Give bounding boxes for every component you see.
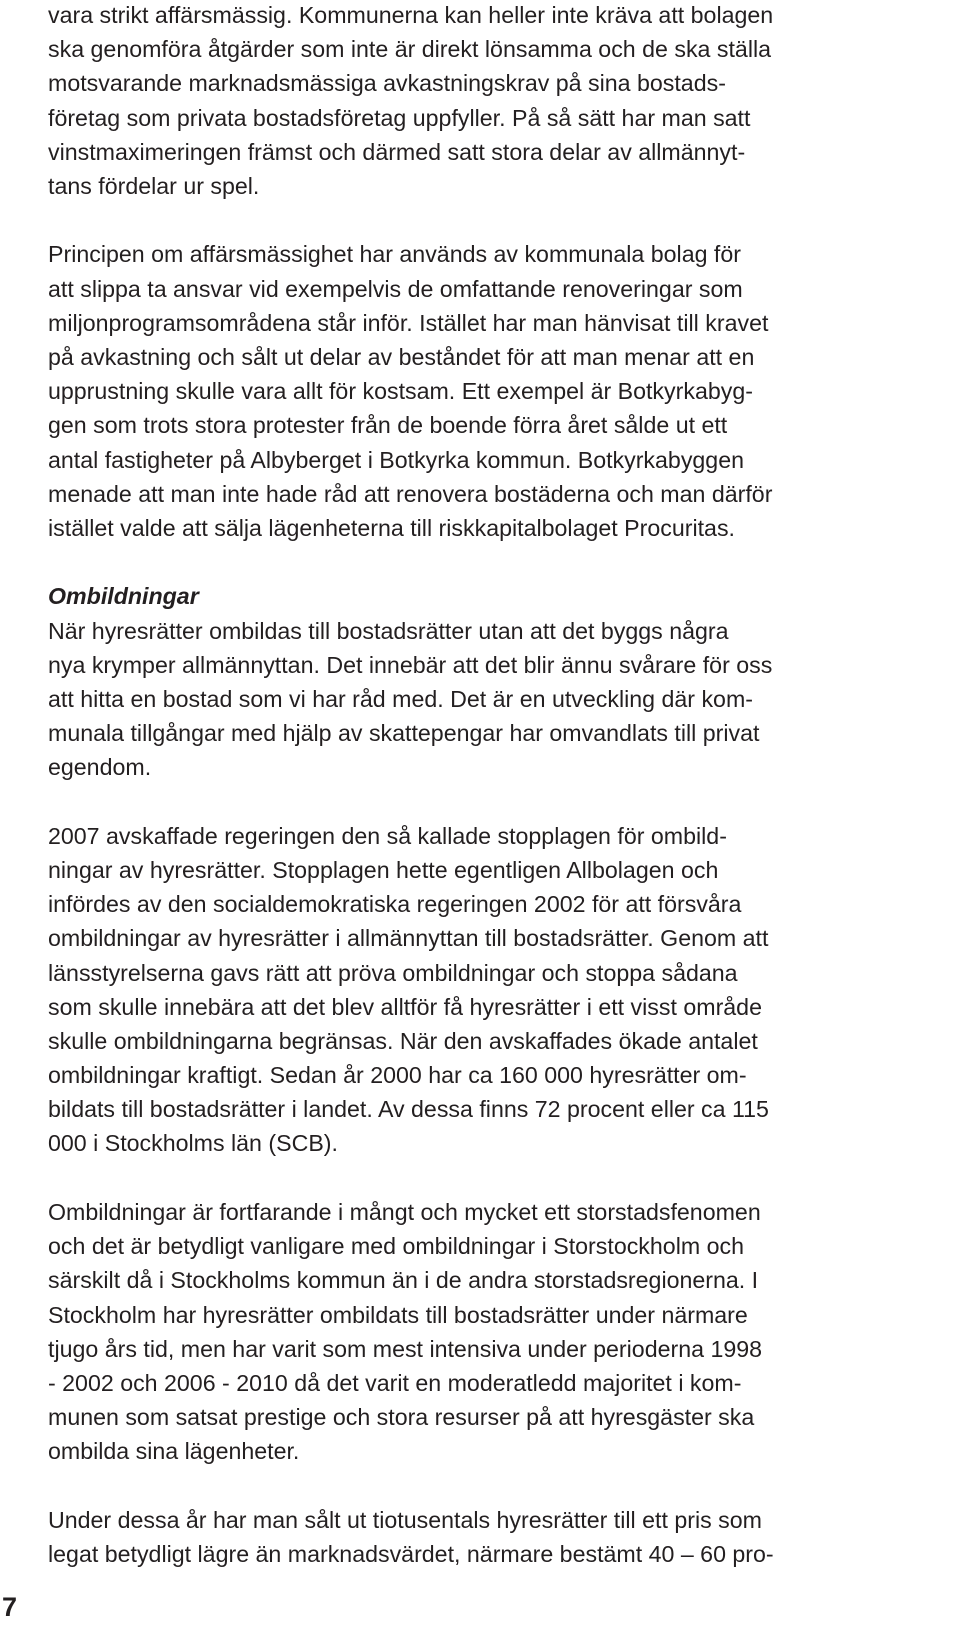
text-line: som skulle innebära att det blev alltför få hyresrätter i ett visst område — [48, 993, 762, 1020]
text-line: och det är betydligt vanligare med ombildningar i Storstockholm och — [48, 1233, 744, 1260]
paragraph-p3 — [48, 579, 772, 784]
text-line: Stockholm har hyresrätter ombildats till bostadsrätter under närmare — [48, 1301, 748, 1328]
text-line: 2007 avskaffade regeringen den så kallade stopplagen för ombild- — [48, 822, 727, 849]
text-line: tjugo års tid, men har varit som mest intensiva under perioderna 1998 — [48, 1335, 763, 1362]
text-line: att slippa ta ansvar vid exempelvis de omfattande renoveringar som — [48, 275, 743, 302]
text-line: bildats till bostadsrätter i landet. Av dessa finns 72 procent eller ca 115 — [48, 1096, 769, 1123]
text-line: på avkastning och sålt ut delar av beståndet för att man menar att en — [48, 343, 755, 370]
text-line: tans fördelar ur spel. — [48, 172, 260, 199]
section-heading: Ombildningar — [48, 583, 199, 610]
text-line: När hyresrätter ombildas till bostadsrätter utan att det byggs några — [48, 617, 729, 644]
text-line: ombildningar kraftigt. Sedan år 2000 har ca 160 000 hyresrätter om- — [48, 1062, 747, 1089]
text-line: infördes av den socialdemokratiska regeringen 2002 för att försvåra — [48, 891, 742, 918]
text-line: Under dessa år har man sålt ut tiotusentals hyresrätter till ett pris som — [48, 1506, 762, 1533]
text-line: egendom. — [48, 754, 152, 781]
text-line: gen som trots stora protester från de boende förra året sålde ut ett — [48, 412, 728, 439]
text-line: Ombildningar är fortfarande i mångt och mycket ett storstadsfenomen — [48, 1199, 761, 1225]
paragraph-p1 — [48, 0, 773, 203]
text-line: - 2002 och 2006 - 2010 då det varit en moderatledd majoritet i kom- — [48, 1369, 742, 1396]
text-line: vinstmaximeringen främst och därmed satt stora delar av allmännyt- — [48, 138, 746, 165]
paragraph-p4 — [48, 819, 769, 1161]
text-line: munala tillgångar med hjälp av skattepengar har omvandlats till privat — [48, 720, 760, 747]
page-number: 7 — [2, 1592, 18, 1622]
text-line: antal fastigheter på Albyberget i Botkyrka kommun. Botkyrkabyggen — [48, 446, 744, 473]
text-line: skulle ombildningarna begränsas. När den avskaffades ökade antalet — [48, 1027, 758, 1054]
text-line: att hitta en bostad som vi har råd med. Det är en utveckling där kom- — [48, 685, 753, 712]
text-line: 000 i Stockholms län (SCB). — [48, 1130, 338, 1157]
text-line: Principen om affärsmässighet har används av kommunala bolag för — [48, 241, 741, 268]
text-line: ombildningar av hyresrätter i allmännyttan till bostadsrätter. Genom att — [48, 925, 769, 952]
text-line: miljonprogramsområdena står inför. Istället har man hänvisat till kravet — [48, 309, 769, 336]
text-line: ombilda sina lägenheter. — [48, 1438, 300, 1465]
text-line: legat betydligt lägre än marknadsvärdet, närmare bestämt 40 – 60 pro- — [48, 1540, 774, 1567]
paragraph-p6 — [48, 1503, 774, 1571]
text-line: ska genomföra åtgärder som inte är direkt lönsamma och de ska ställa — [48, 36, 772, 63]
text-line: nya krymper allmännyttan. Det innebär att det blir ännu svårare för oss — [48, 651, 773, 678]
text-line: särskilt då i Stockholms kommun än i de andra storstadsregionerna. I — [48, 1267, 759, 1294]
text-line: motsvarande marknadsmässiga avkastningskrav på sina bostads- — [48, 70, 726, 97]
text-line: vara strikt affärsmässig. Kommunerna kan heller inte kräva att bolagen — [48, 2, 774, 28]
text-line: menade att man inte hade råd att renovera bostäderna och man därför — [48, 480, 773, 507]
text-line: ningar av hyresrätter. Stopplagen hette egentligen Allbolagen och — [48, 856, 719, 883]
text-line: upprustning skulle vara allt för kostsam. Ett exempel är Botkyrkabyg- — [48, 378, 753, 405]
paragraph-p2 — [48, 237, 772, 545]
text-line: företag som privata bostadsföretag uppfyller. På så sätt har man satt — [48, 104, 751, 131]
paragraph-p5 — [48, 1195, 762, 1469]
text-line: länsstyrelserna gavs rätt att pröva ombildningar och stoppa sådana — [48, 959, 738, 986]
text-line: munen som satsat prestige och stora resurser på att hyresgäster ska — [48, 1404, 755, 1431]
text-line: istället valde att sälja lägenheterna till riskkapitalbolaget Procuritas. — [48, 514, 735, 541]
